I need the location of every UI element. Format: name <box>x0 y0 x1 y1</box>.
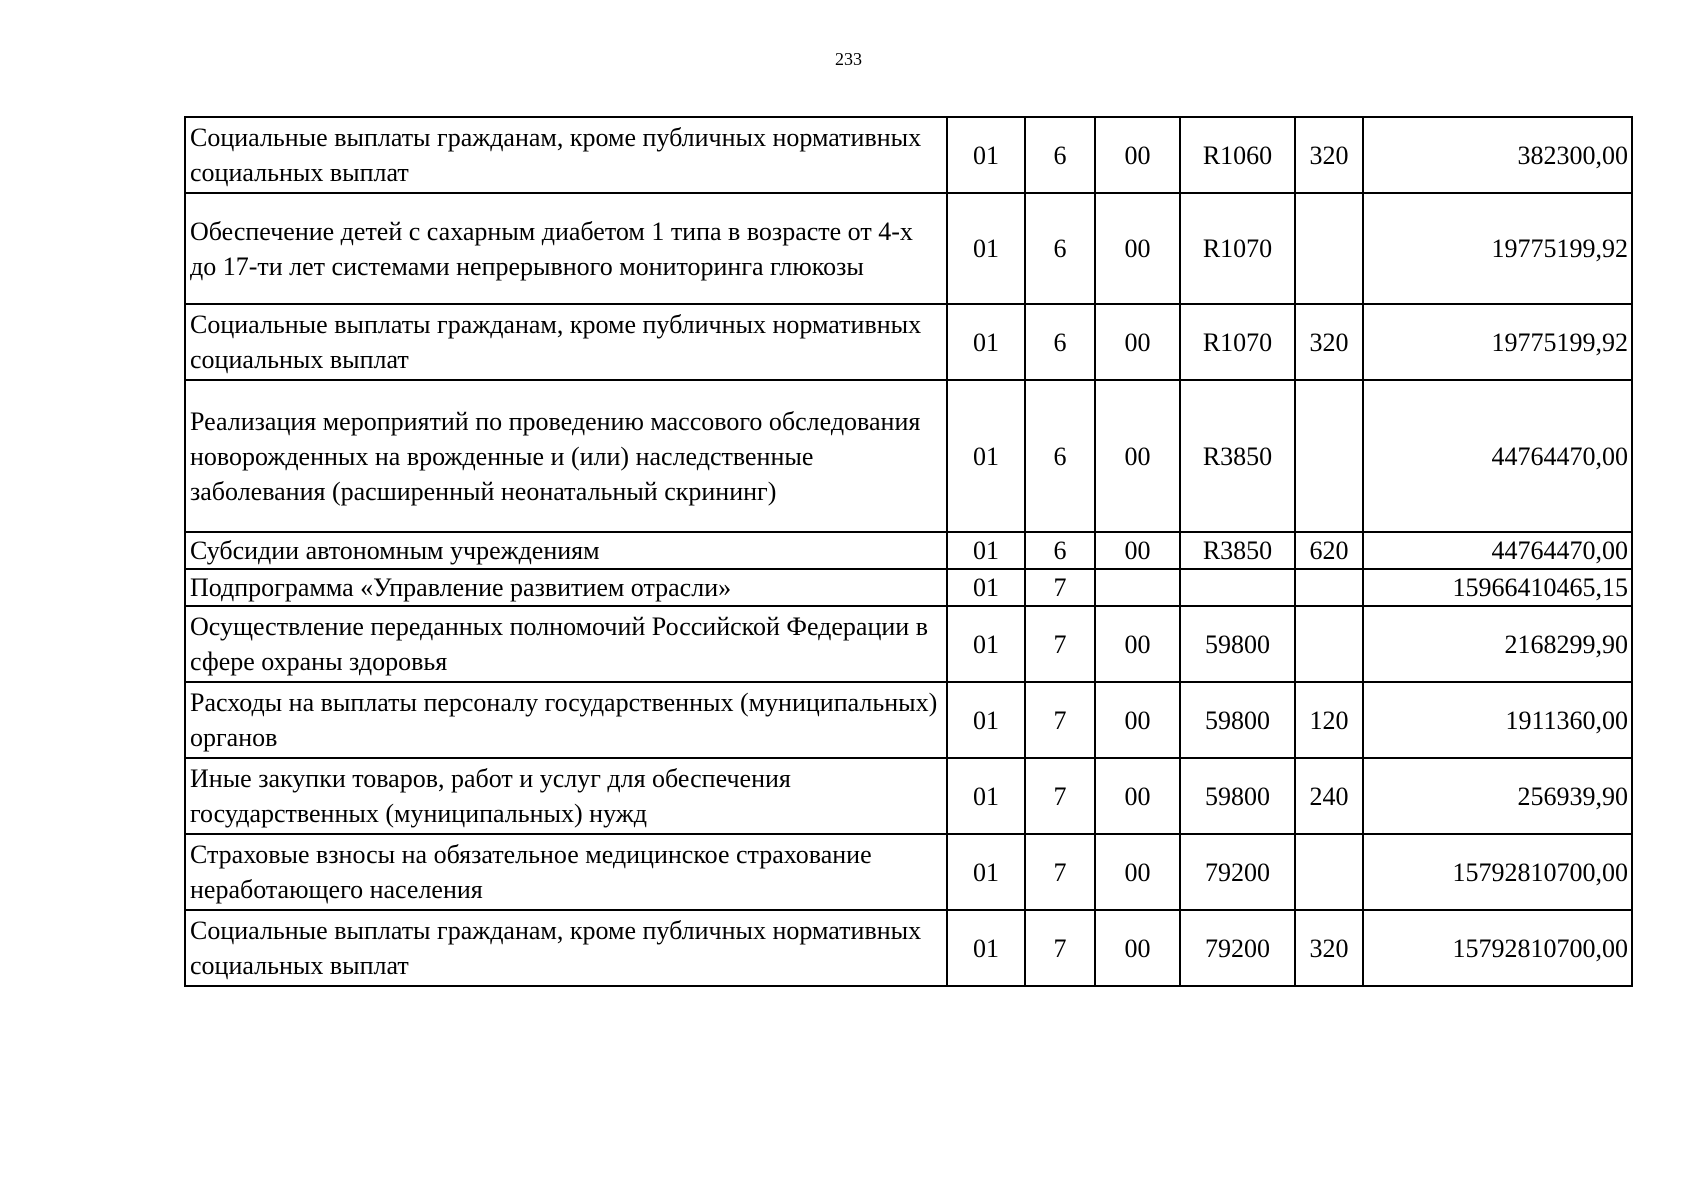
expense-type-code: 320 <box>1295 304 1363 380</box>
row-name: Социальные выплаты гражданам, кроме публичных нормативных социальных выплат <box>185 910 947 986</box>
direction-code <box>1180 569 1295 606</box>
main-event-code: 00 <box>1095 193 1180 304</box>
row-name: Расходы на выплаты персоналу государственных (муниципальных) органов <box>185 682 947 758</box>
table-row <box>185 834 1632 910</box>
expense-type-code: 240 <box>1295 758 1363 834</box>
main-event-code: 00 <box>1095 304 1180 380</box>
program-code: 01 <box>947 193 1025 304</box>
subprogram-code: 7 <box>1025 682 1095 758</box>
subprogram-code: 6 <box>1025 117 1095 193</box>
main-event-code: 00 <box>1095 910 1180 986</box>
row-name: Подпрограмма «Управление развитием отрасли» <box>185 569 947 606</box>
subprogram-code: 6 <box>1025 532 1095 569</box>
direction-code: R1060 <box>1180 117 1295 193</box>
row-name: Осуществление переданных полномочий Российской Федерации в сфере охраны здоровья <box>185 606 947 682</box>
main-event-code: 00 <box>1095 117 1180 193</box>
program-code: 01 <box>947 304 1025 380</box>
expense-type-code: 120 <box>1295 682 1363 758</box>
program-code: 01 <box>947 532 1025 569</box>
row-name: Страховые взносы на обязательное медицинское страхование неработающего населения <box>185 834 947 910</box>
main-event-code: 00 <box>1095 532 1180 569</box>
table-row <box>185 193 1632 304</box>
direction-code: R3850 <box>1180 532 1295 569</box>
direction-code: R1070 <box>1180 193 1295 304</box>
expense-type-code: 320 <box>1295 910 1363 986</box>
program-code: 01 <box>947 380 1025 532</box>
direction-code: 79200 <box>1180 834 1295 910</box>
row-name: Обеспечение детей с сахарным диабетом 1 типа в возрасте от 4-х до 17-ти лет системами непрерывного мониторинга глюкозы <box>185 193 947 304</box>
program-code: 01 <box>947 910 1025 986</box>
page-number: 233 <box>835 49 862 69</box>
table-row <box>185 569 1632 606</box>
amount: 15966410465,15 <box>1363 569 1632 606</box>
amount: 19775199,92 <box>1363 304 1632 380</box>
subprogram-code: 7 <box>1025 910 1095 986</box>
amount: 44764470,00 <box>1363 380 1632 532</box>
program-code: 01 <box>947 758 1025 834</box>
expense-type-code <box>1295 834 1363 910</box>
expense-type-code <box>1295 193 1363 304</box>
amount: 382300,00 <box>1363 117 1632 193</box>
subprogram-code: 7 <box>1025 758 1095 834</box>
amount: 15792810700,00 <box>1363 910 1632 986</box>
expense-type-code: 320 <box>1295 117 1363 193</box>
subprogram-code: 7 <box>1025 569 1095 606</box>
table-row <box>185 758 1632 834</box>
amount: 1911360,00 <box>1363 682 1632 758</box>
subprogram-code: 7 <box>1025 606 1095 682</box>
program-code: 01 <box>947 834 1025 910</box>
program-code: 01 <box>947 117 1025 193</box>
row-name: Иные закупки товаров, работ и услуг для обеспечения государственных (муниципальных) нужд <box>185 758 947 834</box>
expense-type-code <box>1295 606 1363 682</box>
direction-code: 59800 <box>1180 682 1295 758</box>
subprogram-code: 6 <box>1025 193 1095 304</box>
amount: 2168299,90 <box>1363 606 1632 682</box>
row-name: Субсидии автономным учреждениям <box>185 532 947 569</box>
direction-code: R1070 <box>1180 304 1295 380</box>
direction-code: 59800 <box>1180 758 1295 834</box>
program-code: 01 <box>947 569 1025 606</box>
program-code: 01 <box>947 606 1025 682</box>
expense-type-code: 620 <box>1295 532 1363 569</box>
table-row <box>185 532 1632 569</box>
direction-code: 59800 <box>1180 606 1295 682</box>
direction-code: 79200 <box>1180 910 1295 986</box>
main-event-code: 00 <box>1095 834 1180 910</box>
subprogram-code: 6 <box>1025 380 1095 532</box>
main-event-code <box>1095 569 1180 606</box>
amount: 15792810700,00 <box>1363 834 1632 910</box>
amount: 256939,90 <box>1363 758 1632 834</box>
row-name: Социальные выплаты гражданам, кроме публичных нормативных социальных выплат <box>185 304 947 380</box>
row-name: Реализация мероприятий по проведению массового обследования новорожденных на врожденные и (или) наследственные заболевания (расширенный неонатальный скрининг) <box>185 380 947 532</box>
main-event-code: 00 <box>1095 758 1180 834</box>
table-row <box>185 304 1632 380</box>
budget-table <box>184 116 1633 987</box>
subprogram-code: 7 <box>1025 834 1095 910</box>
amount: 19775199,92 <box>1363 193 1632 304</box>
subprogram-code: 6 <box>1025 304 1095 380</box>
direction-code: R3850 <box>1180 380 1295 532</box>
table-row <box>185 682 1632 758</box>
main-event-code: 00 <box>1095 606 1180 682</box>
main-event-code: 00 <box>1095 380 1180 532</box>
table-row <box>185 380 1632 532</box>
program-code: 01 <box>947 682 1025 758</box>
table-row <box>185 606 1632 682</box>
table-row <box>185 117 1632 193</box>
table-row <box>185 910 1632 986</box>
expense-type-code <box>1295 380 1363 532</box>
amount: 44764470,00 <box>1363 532 1632 569</box>
main-event-code: 00 <box>1095 682 1180 758</box>
row-name: Социальные выплаты гражданам, кроме публичных нормативных социальных выплат <box>185 117 947 193</box>
expense-type-code <box>1295 569 1363 606</box>
